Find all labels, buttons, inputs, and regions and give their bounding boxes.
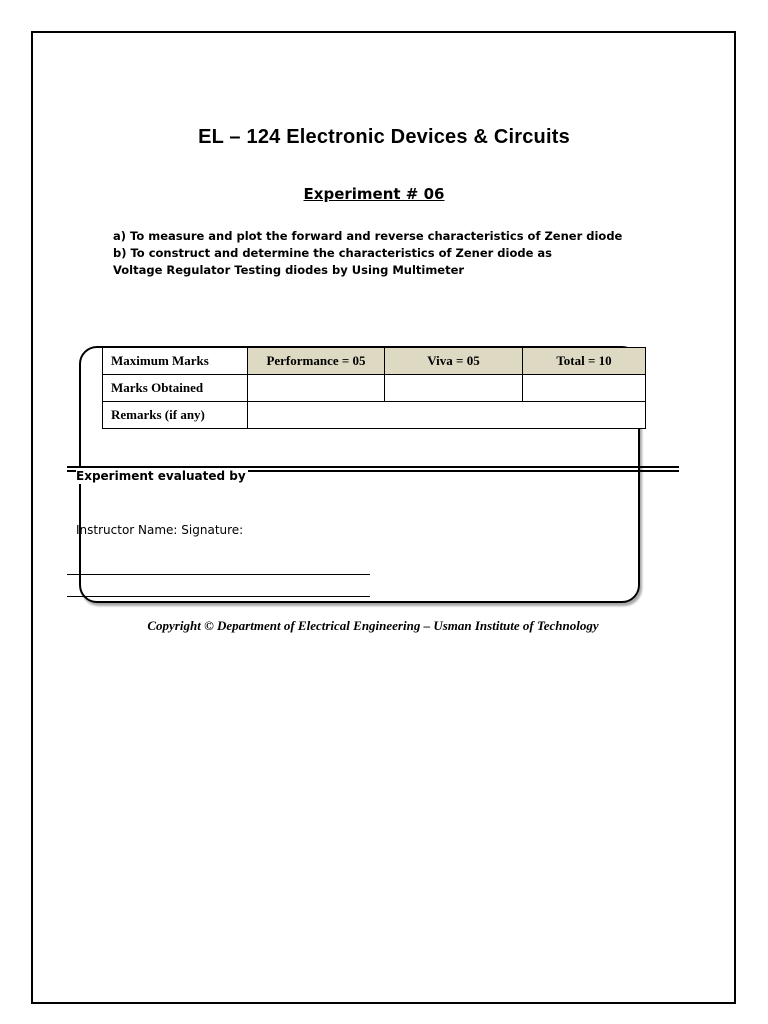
objectives-list xyxy=(113,228,673,279)
remarks-cell[interactable] xyxy=(248,402,646,429)
maximum-marks-label: Maximum Marks xyxy=(103,348,248,375)
course-title: EL – 124 Electronic Devices & Circuits xyxy=(198,126,570,148)
table-row xyxy=(103,402,646,429)
table-row xyxy=(103,348,646,375)
viva-max-cell: Viva = 05 xyxy=(385,348,523,375)
table-row xyxy=(103,375,646,402)
total-max-cell: Total = 10 xyxy=(523,348,646,375)
viva-obtained-cell[interactable] xyxy=(385,375,523,402)
experiment-heading: Experiment # 06 xyxy=(303,185,445,203)
marks-obtained-label: Marks Obtained xyxy=(103,375,248,402)
marks-table xyxy=(102,347,646,429)
objective-b-continued: Voltage Regulator Testing diodes by Using Multimeter xyxy=(113,263,465,277)
total-obtained-cell[interactable] xyxy=(523,375,646,402)
performance-obtained-cell[interactable] xyxy=(248,375,385,402)
objective-b: b) To construct and determine the characteristics of Zener diode as xyxy=(113,246,553,260)
instructor-signature-label: Instructor Name: Signature: xyxy=(76,523,244,537)
evaluated-by-label: Experiment evaluated by xyxy=(76,469,246,483)
remarks-label: Remarks (if any) xyxy=(103,402,248,429)
signature-line xyxy=(67,596,370,597)
signature-line xyxy=(67,574,370,575)
copyright-footer: Copyright © Department of Electrical Engineering – Usman Institute of Technology xyxy=(147,618,599,633)
objective-a: a) To measure and plot the forward and reverse characteristics of Zener diode xyxy=(113,229,623,243)
performance-max-cell: Performance = 05 xyxy=(248,348,385,375)
